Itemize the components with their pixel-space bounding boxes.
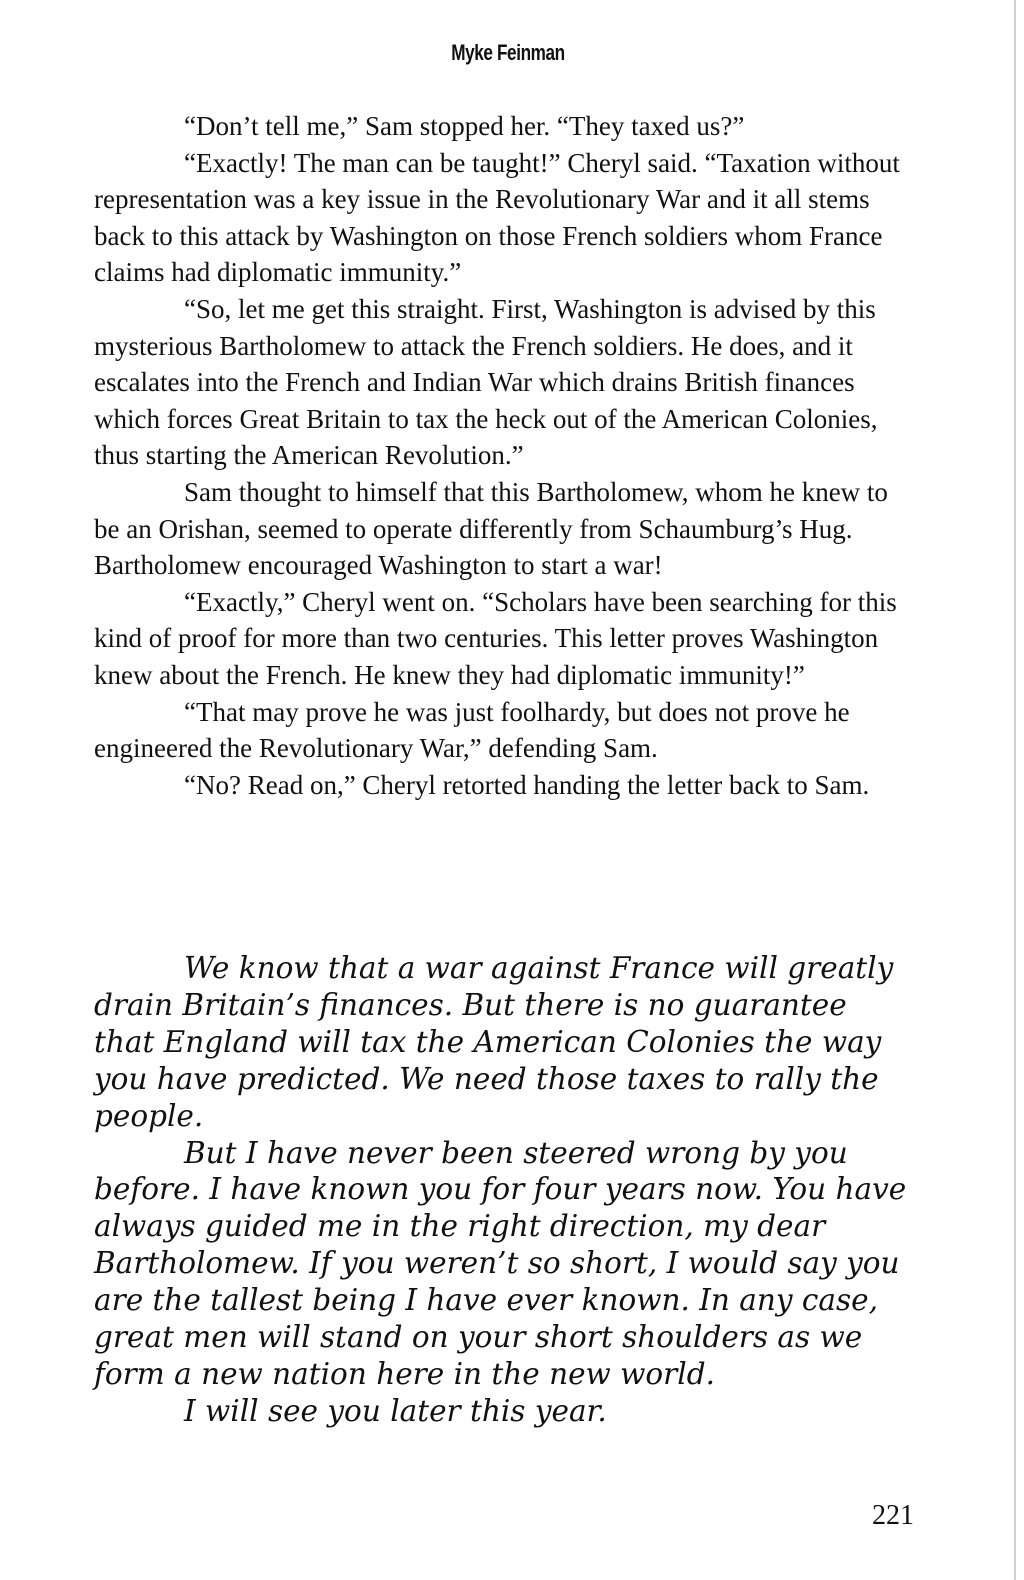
body-paragraph: “Exactly,” Cheryl went on. “Scholars have been searching for this kind of proof for more than two centuries. This letter proves Washington knew about the French. He knew they had diplomatic immunity!” <box>94 586 897 690</box>
body-paragraph: “Don’t tell me,” Sam stopped her. “They taxed us?” <box>184 111 745 141</box>
letter-paragraph: We know that a war against France will greatly drain Britain’s finances. But there is no guarantee that England will tax the American Colonies the way you have predicted. We need those taxes to rally the people. <box>94 951 894 1133</box>
body-paragraph: Sam thought to himself that this Bartholomew, whom he knew to be an Orishan, seemed to operate differently from Schaumburg’s Hug. Bartholomew encouraged Washington to start a war! <box>94 476 888 581</box>
body-paragraph: “So, let me get this straight. First, Washington is advised by this mysterious Bartholomew to attack the French soldiers. He does, and it escalates into the French and Indian War which drains British finances which forces Great Britain to tax the heck out of the American Colonies, thus starting the American Revolution.” <box>94 293 878 471</box>
page-number: 221 <box>872 1500 914 1531</box>
letter-paragraph: But I have never been steered wrong by you before. I have known you for four years now. You have always guided me in the right direction, my dear Bartholomew. If you weren’t so short, I would say you are the tallest being I have ever known. In any case, great men will stand on your short shoulders as we form a new nation here in the new world. <box>94 1135 907 1391</box>
body-text <box>94 108 914 803</box>
body-paragraph: “Exactly! The man can be taught!” Cheryl said. “Taxation without representation was a key issue in the Revolutionary War and it all stems back to this attack by Washington on those French soldiers whom France claims had diplomatic immunity.” <box>94 147 900 288</box>
body-paragraph: “That may prove he was just foolhardy, but does not prove he engineered the Revolutionary War,” defending Sam. <box>94 696 850 764</box>
letter-paragraph: I will see you later this year. <box>184 1393 607 1428</box>
running-head: Myke Feinman <box>451 40 565 65</box>
body-paragraph: “No? Read on,” Cheryl retorted handing the letter back to Sam. <box>184 769 870 800</box>
letter-excerpt <box>94 950 914 1430</box>
